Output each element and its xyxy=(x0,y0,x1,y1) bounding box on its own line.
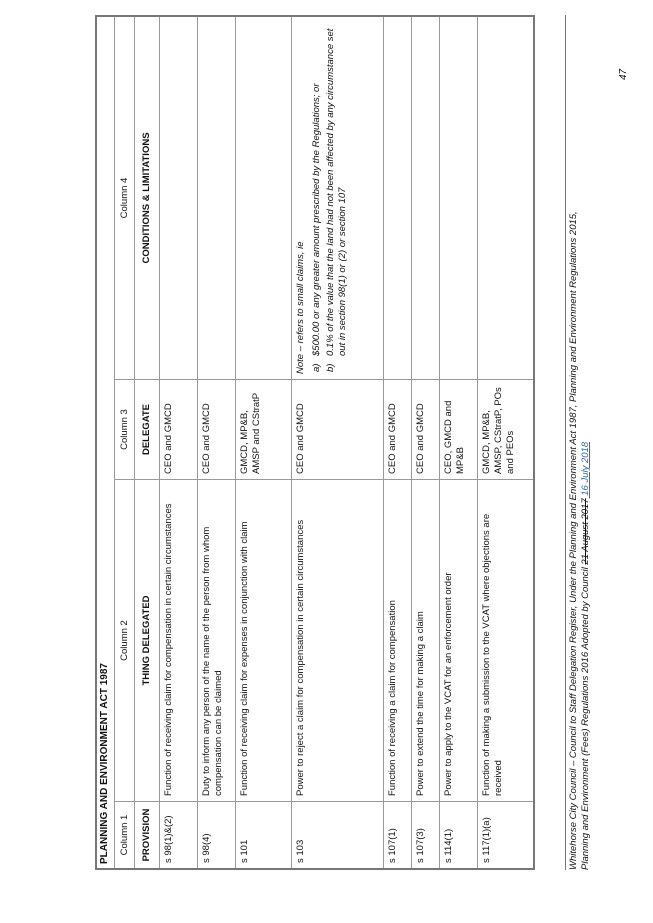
thing-cell: Power to extend the time for making a claim xyxy=(412,480,439,802)
note-item xyxy=(311,22,323,372)
delegate-cell: GMCD, MP&B, AMSP, CStratP, POs and PEOs xyxy=(478,380,533,480)
table-row xyxy=(197,17,235,868)
column-header-2: Column 2 xyxy=(115,480,135,802)
delegation-table xyxy=(95,15,535,870)
provision-cell: s 117(1)(a) xyxy=(481,817,493,863)
provision-cell: s 107(3) xyxy=(415,828,427,863)
table-row xyxy=(477,17,533,868)
footer-deleted-date: 21 August 2017 xyxy=(580,498,592,565)
delegate-cell: GMCD, MP&B, AMSP and CStratP xyxy=(236,380,291,480)
note-item-label: b) xyxy=(325,363,336,372)
provision-cell: s 114(1) xyxy=(443,828,455,863)
page-number: 47 xyxy=(618,68,629,80)
subheader-delegate: DELEGATE xyxy=(135,380,159,480)
delegate-cell: CEO and GMCD xyxy=(384,380,411,480)
column-header-4: Column 4 xyxy=(115,17,135,380)
footer-divider xyxy=(565,15,566,870)
provision-cell: s 101 xyxy=(239,839,251,863)
table-row xyxy=(159,17,197,868)
column-header-1: Column 1 xyxy=(118,814,130,856)
conditions-cell xyxy=(478,17,533,380)
note-item xyxy=(325,22,349,372)
subheader-conditions: CONDITIONS & LIMITATIONS xyxy=(135,17,159,380)
delegate-cell: CEO and GMCD xyxy=(198,380,235,480)
delegate-cell: CEO and GMCD xyxy=(160,380,197,480)
note-intro: Note – refers to small claims, ie xyxy=(295,241,307,374)
conditions-note xyxy=(292,17,383,380)
thing-cell: Function of receiving claim for expenses in conjunction with claim xyxy=(236,480,291,802)
footer-line-2 xyxy=(580,15,592,870)
conditions-cell xyxy=(440,17,477,380)
note-item-label: a) xyxy=(311,363,323,372)
thing-cell: Duty to inform any person of the name of the person from whom compensation can be claimed xyxy=(198,480,235,802)
note-item-text: $500.00 or any greater amount prescribed by the Regulations; or xyxy=(311,83,323,356)
conditions-cell xyxy=(160,17,197,380)
conditions-cell xyxy=(412,17,439,380)
conditions-cell xyxy=(198,17,235,380)
footer xyxy=(568,15,593,870)
provision-cell: s 107(1) xyxy=(387,828,399,863)
footer-inserted-date: 16 July 2018 xyxy=(580,441,592,499)
provision-cell: s 103 xyxy=(295,839,307,863)
thing-cell: Power to apply to the VCAT for an enforcement order xyxy=(440,480,477,802)
table-row xyxy=(439,17,477,868)
note-list xyxy=(311,22,349,374)
conditions-cell xyxy=(236,17,291,380)
note-item-text: 0.1% of the value that the land had not been affected by any circumstance set out in section 98(1) or (2) or section 107 xyxy=(325,28,348,356)
subheader-provision: PROVISION xyxy=(141,808,153,862)
act-title: PLANNING AND ENVIRONMENT ACT 1987 xyxy=(99,663,110,864)
thing-cell: Function of receiving a claim for compensation xyxy=(384,480,411,802)
delegate-cell: CEO and GMCD xyxy=(412,380,439,480)
delegate-cell: CEO, GMCD and MP&B xyxy=(440,380,477,480)
footer-line-1: Whitehorse City Council – Council to Staff Delegation Register, Under the Planning and Environment Act 1987, Planning and Environment Regulations 2015, xyxy=(568,211,579,870)
table-row xyxy=(291,17,383,868)
column-header-row xyxy=(114,17,135,868)
provision-cell: s 98(4) xyxy=(201,833,213,863)
table-row xyxy=(235,17,291,868)
column-header-3: Column 3 xyxy=(115,380,135,480)
subheader-thing-delegated: THING DELEGATED xyxy=(135,480,159,802)
table-row xyxy=(411,17,439,868)
thing-cell: Power to reject a claim for compensation in certain circumstances xyxy=(292,480,383,802)
thing-cell: Function of receiving claim for compensation in certain circumstances xyxy=(160,480,197,802)
footer-adoption-prefix: Planning and Environment (Fees) Regulations 2016 Adopted by Council xyxy=(580,564,592,870)
delegate-cell: CEO and GMCD xyxy=(292,380,383,480)
column-subheader-row xyxy=(134,17,159,868)
table-row xyxy=(383,17,411,868)
thing-cell: Function of making a submission to the VCAT where objections are received xyxy=(478,480,533,802)
conditions-cell xyxy=(384,17,411,380)
provision-cell: s 98(1)&(2) xyxy=(163,815,175,863)
